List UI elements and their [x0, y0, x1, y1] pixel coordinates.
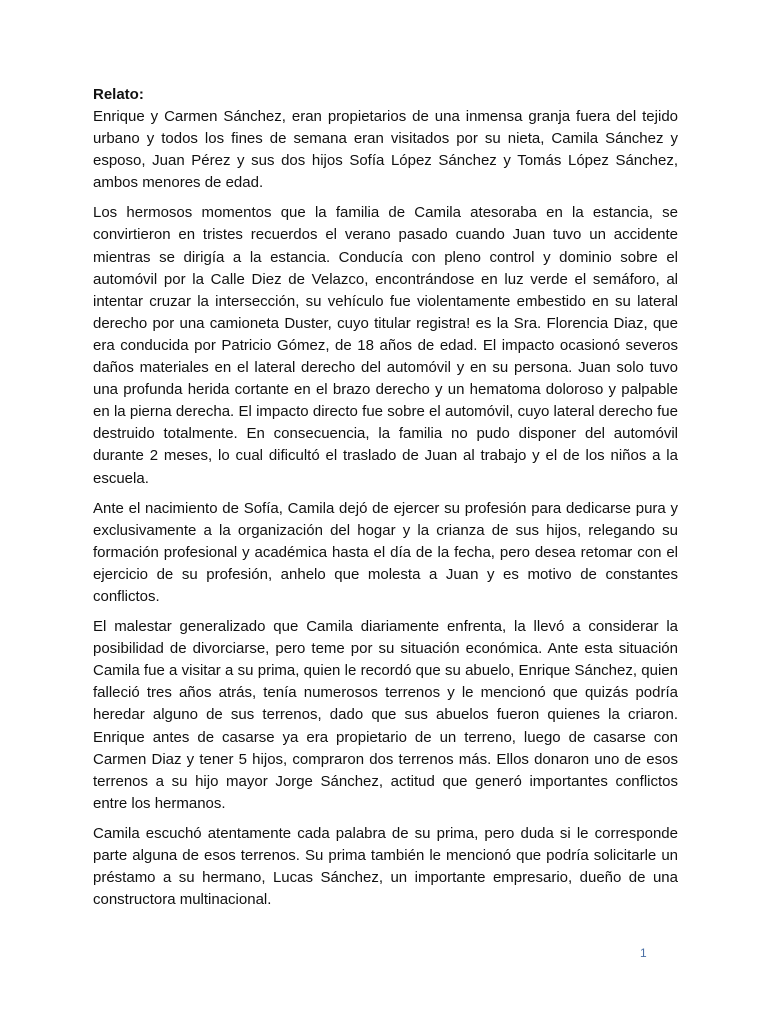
section-heading: Relato: — [93, 86, 144, 103]
paragraph-loan: Camila escuchó atentamente cada palabra de su prima, pero duda si le corresponde parte alguna de esos terrenos. Su prima también le mencionó que podría solicitarle un préstamo a su hermano, Lucas Sánchez, un importante empresario, dueño de una constructora multinacional. — [93, 824, 678, 909]
document-body — [93, 84, 678, 919]
paragraph-family-intro: Enrique y Carmen Sánchez, eran propietarios de una inmensa granja fuera del tejido urbano y todos los fines de semana eran visitados por su nieta, Camila Sánchez y esposo, Juan Pérez y sus dos hijos Sofía López Sánchez y Tomás López Sánchez, ambos menores de edad. — [93, 108, 678, 192]
paragraph-inheritance: El malestar generalizado que Camila diariamente enfrenta, la llevó a considerar la posibilidad de divorciarse, pero teme por su situación económica. Ante esta situación Camila fue a visitar a su prima, quien le recordó que su abuelo, Enrique Sánchez, quien falleció tres años atrás, tenía numerosos terrenos y le mencionó que quizás podría heredar alguno de sus terrenos, dado que sus abuelos fueron quienes la criaron. Enrique antes de casarse ya era propietario de un terreno, luego de casarse con Carmen Diaz y tener 5 hijos, compraron dos terrenos más. Ellos donaron uno de esos terrenos a su hijo mayor Jorge Sánchez, actitud que generó importantes conflictos entre los hermanos. — [93, 618, 678, 812]
paragraph-career: Ante el nacimiento de Sofía, Camila dejó de ejercer su profesión para dedicarse pura y exclusivamente a la organización del hogar y la crianza de sus hijos, relegando su formación profesional y académica hasta el día de la fecha, pero desea retomar con el ejercicio de su profesión, anhelo que molesta a Juan y es motivo de constantes conflictos. — [93, 499, 678, 605]
page-number: 1 — [640, 946, 647, 960]
paragraph-accident: Los hermosos momentos que la familia de Camila atesoraba en la estancia, se convirtieron en tristes recuerdos el verano pasado cuando Juan tuvo un accidente mientras se dirigía a la estancia. Conducía con pleno control y dominio sobre el automóvil por la Calle Diez de Velazco, encontrándose en luz verde el semáforo, al intentar cruzar la intersección, su vehículo fue violentamente embestido en su lateral derecho por una camioneta Duster, cuyo titular registra! es la Sra. Florencia Diaz, que era conducida por Patricio Gómez, de 18 años de edad. El impacto ocasionó severos daños materiales en el lateral derecho del automóvil y en su persona. Juan solo tuvo una profunda herida cortante en el brazo derecho y un hematoma doloroso y palpable en la pierna derecha. El impacto directo fue sobre el automóvil, cuyo lateral derecho fue destruido totalmente. En consecuencia, la familia no pudo disponer del automóvil durante 2 meses, lo cual dificultó el traslado de Juan al trabajo y el de los niños a la escuela. — [93, 204, 678, 487]
